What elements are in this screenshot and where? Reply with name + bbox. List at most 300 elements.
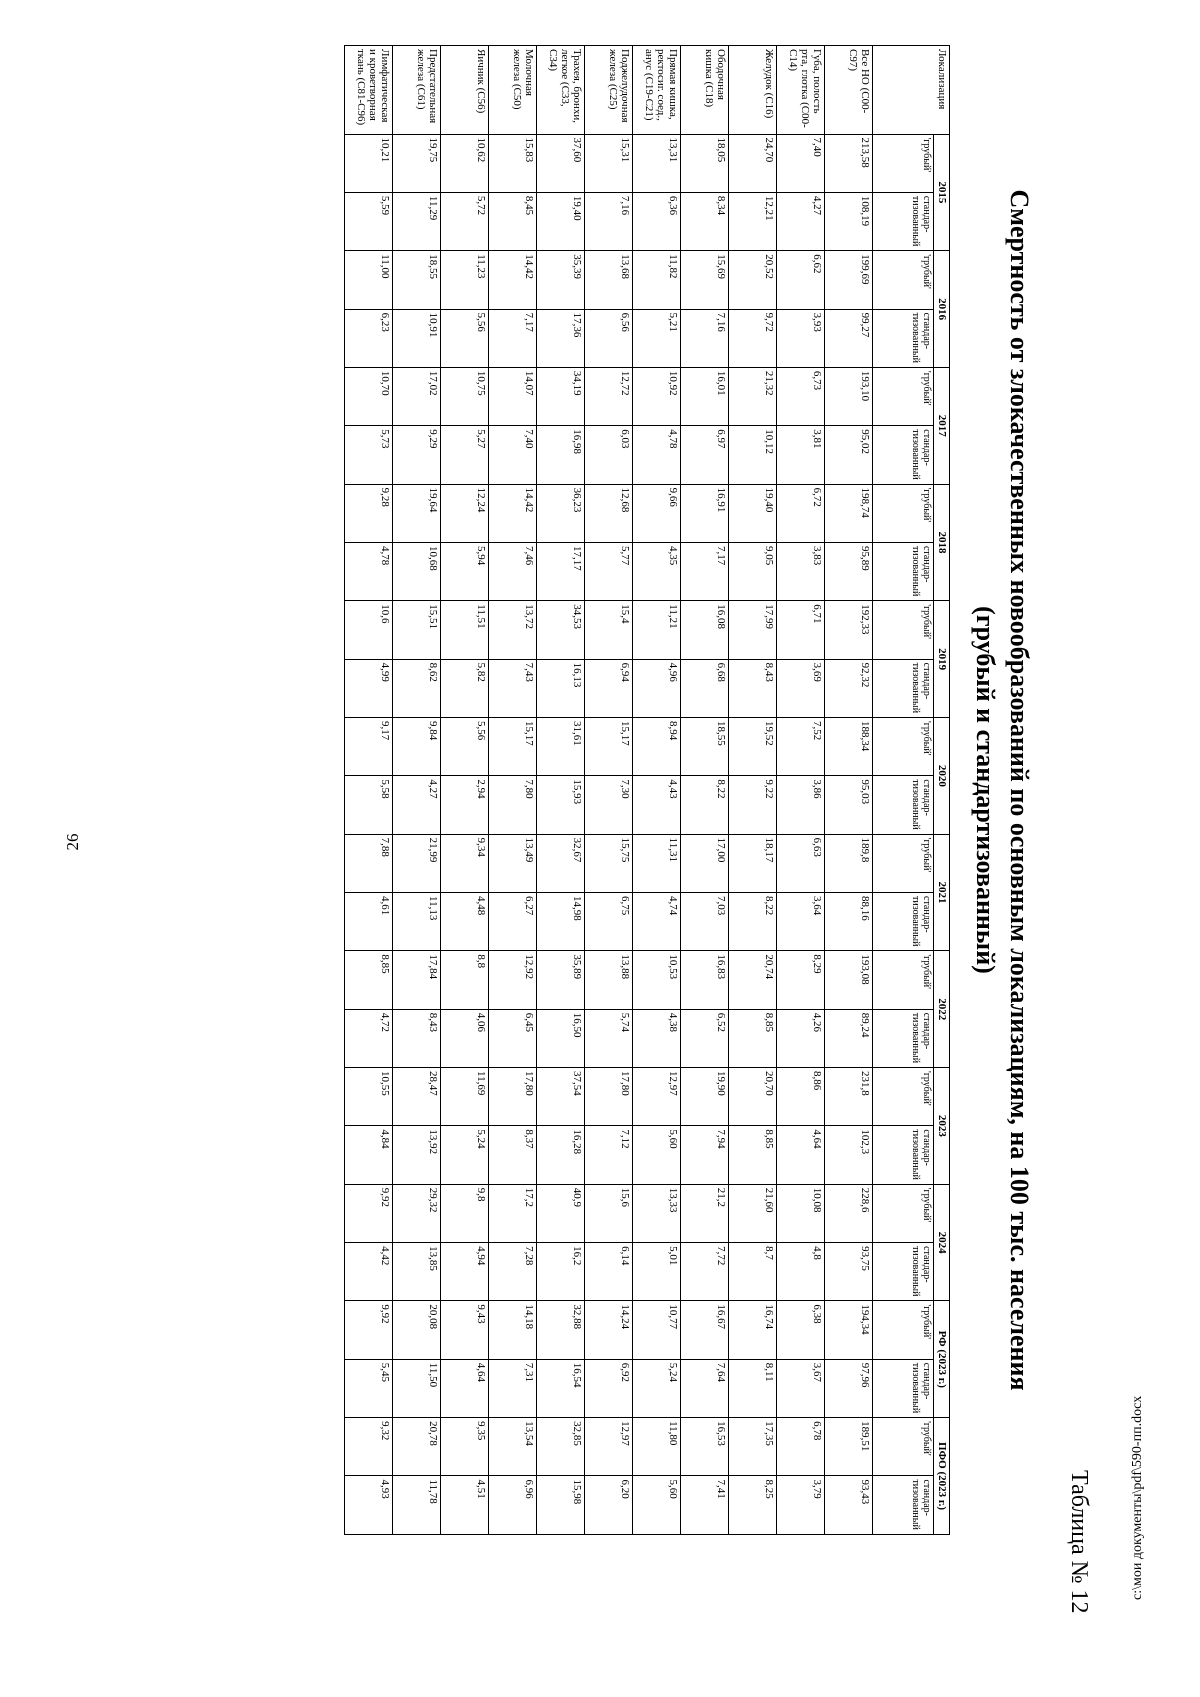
- gross-rate-cell: 8,85: [345, 951, 393, 1009]
- standardized-rate-cell: 93,75: [825, 1243, 873, 1301]
- gross-rate-cell: 13,31: [633, 134, 681, 192]
- standardized-rate-cell: 5,45: [345, 1359, 393, 1417]
- standardized-rate-cell: 6,94: [585, 659, 633, 717]
- gross-rate-cell: 10,92: [633, 367, 681, 425]
- gross-rate-cell: 16,67: [681, 1301, 729, 1359]
- gross-rate-header: 'грубый': [873, 1301, 934, 1359]
- gross-rate-cell: 18,05: [681, 134, 729, 192]
- gross-rate-cell: 6,72: [777, 484, 825, 542]
- gross-rate-cell: 11,51: [441, 601, 489, 659]
- standardized-rate-cell: 5,72: [441, 192, 489, 250]
- standardized-rate-header: стандар-тизованный: [873, 893, 934, 951]
- standardized-rate-header: стандар-тизованный: [873, 309, 934, 367]
- period-header: РФ (2023 г.): [934, 1301, 950, 1418]
- gross-rate-cell: 19,90: [681, 1068, 729, 1126]
- gross-rate-cell: 36,23: [537, 484, 585, 542]
- standardized-rate-cell: 16,98: [537, 426, 585, 484]
- gross-rate-cell: 17,2: [489, 1184, 537, 1242]
- standardized-rate-cell: 13,85: [393, 1243, 441, 1301]
- gross-rate-cell: 12,92: [489, 951, 537, 1009]
- standardized-rate-cell: 4,78: [345, 542, 393, 600]
- gross-rate-cell: 8,94: [633, 717, 681, 775]
- gross-rate-cell: 16,01: [681, 367, 729, 425]
- gross-rate-cell: 10,08: [777, 1184, 825, 1242]
- gross-rate-cell: 16,74: [729, 1301, 777, 1359]
- gross-rate-cell: 32,88: [537, 1301, 585, 1359]
- period-header: 2023: [934, 1068, 950, 1185]
- table-row: [441, 46, 489, 1535]
- gross-rate-cell: 17,80: [585, 1068, 633, 1126]
- standardized-rate-cell: 6,97: [681, 426, 729, 484]
- standardized-rate-cell: 8,25: [729, 1476, 777, 1535]
- standardized-rate-cell: 9,29: [393, 426, 441, 484]
- gross-rate-cell: 21,2: [681, 1184, 729, 1242]
- standardized-rate-cell: 16,2: [537, 1243, 585, 1301]
- gross-rate-cell: 18,17: [729, 834, 777, 892]
- gross-rate-cell: 34,53: [537, 601, 585, 659]
- table-row: [585, 46, 633, 1535]
- gross-rate-cell: 11,00: [345, 251, 393, 309]
- standardized-rate-cell: 89,24: [825, 1009, 873, 1067]
- standardized-rate-cell: 8,7: [729, 1243, 777, 1301]
- standardized-rate-cell: 7,80: [489, 776, 537, 834]
- gross-rate-cell: 12,72: [585, 367, 633, 425]
- gross-rate-cell: 11,31: [633, 834, 681, 892]
- standardized-rate-cell: 7,28: [489, 1243, 537, 1301]
- table-row: [729, 46, 777, 1535]
- gross-rate-cell: 15,75: [585, 834, 633, 892]
- standardized-rate-cell: 17,36: [537, 309, 585, 367]
- gross-rate-cell: 20,70: [729, 1068, 777, 1126]
- standardized-rate-cell: 6,68: [681, 659, 729, 717]
- gross-rate-cell: 10,77: [633, 1301, 681, 1359]
- page-number: 26: [63, 833, 82, 851]
- standardized-rate-cell: 11,13: [393, 893, 441, 951]
- standardized-rate-cell: 16,50: [537, 1009, 585, 1067]
- gross-rate-cell: 17,02: [393, 367, 441, 425]
- gross-rate-cell: 13,33: [633, 1184, 681, 1242]
- gross-rate-cell: 10,70: [345, 367, 393, 425]
- standardized-rate-cell: 8,85: [729, 1126, 777, 1184]
- standardized-rate-cell: 4,72: [345, 1009, 393, 1067]
- localization-cell: Поджелудочная железа (С25): [585, 46, 633, 135]
- table-row: [393, 46, 441, 1535]
- gross-rate-cell: 32,67: [537, 834, 585, 892]
- gross-rate-cell: 189,51: [825, 1418, 873, 1476]
- standardized-rate-cell: 3,83: [777, 542, 825, 600]
- gross-rate-cell: 21,32: [729, 367, 777, 425]
- gross-rate-header: 'грубый': [873, 1418, 934, 1476]
- gross-rate-header: 'грубый': [873, 1184, 934, 1242]
- header-row-periods: [934, 46, 950, 1535]
- gross-rate-cell: 8,8: [441, 951, 489, 1009]
- gross-rate-header: 'грубый': [873, 367, 934, 425]
- gross-rate-cell: 213,58: [825, 134, 873, 192]
- gross-rate-cell: 9,32: [345, 1418, 393, 1476]
- standardized-rate-cell: 6,92: [585, 1359, 633, 1417]
- standardized-rate-cell: 5,24: [633, 1359, 681, 1417]
- gross-rate-cell: 6,78: [777, 1418, 825, 1476]
- column-header-localization: Локализация: [873, 46, 950, 135]
- gross-rate-cell: 9,43: [441, 1301, 489, 1359]
- rotated-page-content: [90, 20, 1110, 1680]
- standardized-rate-header: стандар-тизованный: [873, 1359, 934, 1417]
- gross-rate-cell: 35,39: [537, 251, 585, 309]
- gross-rate-cell: 37,60: [537, 134, 585, 192]
- gross-rate-cell: 188,34: [825, 717, 873, 775]
- gross-rate-header: 'грубый': [873, 134, 934, 192]
- standardized-rate-cell: 5,58: [345, 776, 393, 834]
- gross-rate-cell: 15,17: [489, 717, 537, 775]
- standardized-rate-cell: 2,94: [441, 776, 489, 834]
- gross-rate-cell: 18,55: [681, 717, 729, 775]
- gross-rate-cell: 28,47: [393, 1068, 441, 1126]
- gross-rate-cell: 10,55: [345, 1068, 393, 1126]
- standardized-rate-cell: 5,94: [441, 542, 489, 600]
- standardized-rate-cell: 17,17: [537, 542, 585, 600]
- table-row: [345, 46, 393, 1535]
- standardized-rate-cell: 4,27: [777, 192, 825, 250]
- standardized-rate-cell: 8,22: [729, 893, 777, 951]
- standardized-rate-header: стандар-тизованный: [873, 659, 934, 717]
- standardized-rate-cell: 8,85: [729, 1009, 777, 1067]
- gross-rate-cell: 16,91: [681, 484, 729, 542]
- standardized-rate-cell: 7,17: [681, 542, 729, 600]
- standardized-rate-cell: 11,50: [393, 1359, 441, 1417]
- gross-rate-cell: 199,69: [825, 251, 873, 309]
- standardized-rate-cell: 12,21: [729, 192, 777, 250]
- gross-rate-cell: 14,24: [585, 1301, 633, 1359]
- localization-cell: Предстательная железа (С61): [393, 46, 441, 135]
- gross-rate-cell: 9,28: [345, 484, 393, 542]
- standardized-rate-cell: 9,05: [729, 542, 777, 600]
- gross-rate-cell: 12,97: [585, 1418, 633, 1476]
- table-row: [825, 46, 873, 1535]
- gross-rate-cell: 231,8: [825, 1068, 873, 1126]
- gross-rate-cell: 15,51: [393, 601, 441, 659]
- standardized-rate-cell: 5,77: [585, 542, 633, 600]
- gross-rate-cell: 5,56: [441, 717, 489, 775]
- gross-rate-cell: 19,52: [729, 717, 777, 775]
- localization-cell: Губа, полость рта, глотка (С00-С14): [777, 46, 825, 135]
- standardized-rate-cell: 4,27: [393, 776, 441, 834]
- table-row: [777, 46, 825, 1535]
- gross-rate-cell: 9,92: [345, 1184, 393, 1242]
- standardized-rate-cell: 97,96: [825, 1359, 873, 1417]
- page-title: [968, 20, 1036, 1560]
- standardized-rate-cell: 6,52: [681, 1009, 729, 1067]
- standardized-rate-cell: 3,81: [777, 426, 825, 484]
- standardized-rate-cell: 4,8: [777, 1243, 825, 1301]
- localization-cell: Лимфатическая и кроветворная ткань (С81-С96): [345, 46, 393, 135]
- standardized-rate-header: стандар-тизованный: [873, 1476, 934, 1535]
- standardized-rate-cell: 95,89: [825, 542, 873, 600]
- gross-rate-cell: 9,17: [345, 717, 393, 775]
- gross-rate-cell: 9,92: [345, 1301, 393, 1359]
- gross-rate-cell: 10,75: [441, 367, 489, 425]
- gross-rate-cell: 11,69: [441, 1068, 489, 1126]
- standardized-rate-cell: 5,74: [585, 1009, 633, 1067]
- gross-rate-cell: 20,08: [393, 1301, 441, 1359]
- gross-rate-cell: 19,40: [729, 484, 777, 542]
- gross-rate-cell: 24,70: [729, 134, 777, 192]
- gross-rate-header: 'грубый': [873, 251, 934, 309]
- standardized-rate-cell: 6,03: [585, 426, 633, 484]
- standardized-rate-cell: 3,67: [777, 1359, 825, 1417]
- standardized-rate-cell: 10,12: [729, 426, 777, 484]
- standardized-rate-header: стандар-тизованный: [873, 1009, 934, 1067]
- standardized-rate-cell: 4,26: [777, 1009, 825, 1067]
- standardized-rate-cell: 4,99: [345, 659, 393, 717]
- period-header: 2017: [934, 367, 950, 484]
- standardized-rate-cell: 5,73: [345, 426, 393, 484]
- gross-rate-cell: 10,62: [441, 134, 489, 192]
- gross-rate-cell: 8,29: [777, 951, 825, 1009]
- localization-cell: Молочная железа (С50): [489, 46, 537, 135]
- gross-rate-cell: 15,17: [585, 717, 633, 775]
- table-row: [633, 46, 681, 1535]
- standardized-rate-cell: 102,3: [825, 1126, 873, 1184]
- standardized-rate-cell: 4,06: [441, 1009, 489, 1067]
- standardized-rate-cell: 95,03: [825, 776, 873, 834]
- standardized-rate-cell: 4,61: [345, 893, 393, 951]
- gross-rate-cell: 40,9: [537, 1184, 585, 1242]
- gross-rate-cell: 9,35: [441, 1418, 489, 1476]
- standardized-rate-cell: 4,48: [441, 893, 489, 951]
- period-header: 2021: [934, 834, 950, 951]
- gross-rate-cell: 11,82: [633, 251, 681, 309]
- gross-rate-cell: 6,63: [777, 834, 825, 892]
- gross-rate-cell: 18,55: [393, 251, 441, 309]
- gross-rate-header: 'грубый': [873, 601, 934, 659]
- standardized-rate-cell: 99,27: [825, 309, 873, 367]
- gross-rate-cell: 19,75: [393, 134, 441, 192]
- gross-rate-cell: 7,88: [345, 834, 393, 892]
- standardized-rate-cell: 4,94: [441, 1243, 489, 1301]
- standardized-rate-cell: 7,12: [585, 1126, 633, 1184]
- standardized-rate-cell: 7,30: [585, 776, 633, 834]
- standardized-rate-cell: 10,68: [393, 542, 441, 600]
- standardized-rate-cell: 5,59: [345, 192, 393, 250]
- gross-rate-cell: 29,32: [393, 1184, 441, 1242]
- standardized-rate-cell: 8,22: [681, 776, 729, 834]
- gross-rate-cell: 6,73: [777, 367, 825, 425]
- standardized-rate-cell: 16,54: [537, 1359, 585, 1417]
- standardized-rate-cell: 5,24: [441, 1126, 489, 1184]
- standardized-rate-cell: 5,60: [633, 1476, 681, 1535]
- localization-cell: Все НО (С00-С97): [825, 46, 873, 135]
- standardized-rate-cell: 9,22: [729, 776, 777, 834]
- gross-rate-cell: 17,84: [393, 951, 441, 1009]
- standardized-rate-cell: 7,64: [681, 1359, 729, 1417]
- gross-rate-cell: 194,34: [825, 1301, 873, 1359]
- localization-cell: Желудок (С16): [729, 46, 777, 135]
- table-row: [681, 46, 729, 1535]
- gross-rate-cell: 13,54: [489, 1418, 537, 1476]
- standardized-rate-header: стандар-тизованный: [873, 1243, 934, 1301]
- gross-rate-cell: 6,62: [777, 251, 825, 309]
- standardized-rate-cell: 6,23: [345, 309, 393, 367]
- gross-rate-cell: 16,83: [681, 951, 729, 1009]
- standardized-rate-cell: 4,51: [441, 1476, 489, 1535]
- standardized-rate-cell: 7,40: [489, 426, 537, 484]
- localization-cell: Прямая кишка, ректосиг. соед., анус (С19-С21): [633, 46, 681, 135]
- standardized-rate-cell: 95,02: [825, 426, 873, 484]
- gross-rate-cell: 15,69: [681, 251, 729, 309]
- standardized-rate-cell: 6,14: [585, 1243, 633, 1301]
- standardized-rate-cell: 6,56: [585, 309, 633, 367]
- gross-rate-cell: 15,6: [585, 1184, 633, 1242]
- standardized-rate-cell: 5,21: [633, 309, 681, 367]
- localization-cell: Ободочная кишка (С18): [681, 46, 729, 135]
- gross-rate-cell: 20,74: [729, 951, 777, 1009]
- standardized-rate-header: стандар-тизованный: [873, 426, 934, 484]
- standardized-rate-cell: 3,93: [777, 309, 825, 367]
- period-header: 2015: [934, 134, 950, 251]
- standardized-rate-cell: 15,93: [537, 776, 585, 834]
- gross-rate-cell: 10,21: [345, 134, 393, 192]
- standardized-rate-cell: 88,16: [825, 893, 873, 951]
- localization-cell: Яичник (С56): [441, 46, 489, 135]
- standardized-rate-cell: 7,03: [681, 893, 729, 951]
- gross-rate-cell: 189,8: [825, 834, 873, 892]
- gross-rate-cell: 19,64: [393, 484, 441, 542]
- gross-rate-cell: 198,74: [825, 484, 873, 542]
- header-row-rate-types: [873, 46, 934, 1535]
- gross-rate-cell: 14,42: [489, 484, 537, 542]
- standardized-rate-cell: 8,45: [489, 192, 537, 250]
- gross-rate-cell: 13,68: [585, 251, 633, 309]
- standardized-rate-cell: 19,40: [537, 192, 585, 250]
- mortality-table: [344, 45, 950, 1535]
- standardized-rate-cell: 5,56: [441, 309, 489, 367]
- gross-rate-cell: 17,35: [729, 1418, 777, 1476]
- gross-rate-cell: 192,33: [825, 601, 873, 659]
- gross-rate-cell: 20,78: [393, 1418, 441, 1476]
- standardized-rate-cell: 10,91: [393, 309, 441, 367]
- gross-rate-cell: 11,23: [441, 251, 489, 309]
- gross-rate-header: 'грубый': [873, 717, 934, 775]
- gross-rate-cell: 15,4: [585, 601, 633, 659]
- standardized-rate-header: стандар-тизованный: [873, 192, 934, 250]
- gross-rate-cell: 14,18: [489, 1301, 537, 1359]
- standardized-rate-cell: 7,31: [489, 1359, 537, 1417]
- gross-rate-cell: 12,97: [633, 1068, 681, 1126]
- gross-rate-cell: 193,10: [825, 367, 873, 425]
- standardized-rate-cell: 93,43: [825, 1476, 873, 1535]
- gross-rate-cell: 12,24: [441, 484, 489, 542]
- standardized-rate-cell: 14,98: [537, 893, 585, 951]
- gross-rate-cell: 17,80: [489, 1068, 537, 1126]
- standardized-rate-cell: 5,27: [441, 426, 489, 484]
- gross-rate-cell: 11,21: [633, 601, 681, 659]
- gross-rate-cell: 228,6: [825, 1184, 873, 1242]
- standardized-rate-cell: 5,01: [633, 1243, 681, 1301]
- standardized-rate-cell: 8,43: [393, 1009, 441, 1067]
- standardized-rate-cell: 4,96: [633, 659, 681, 717]
- gross-rate-cell: 7,40: [777, 134, 825, 192]
- standardized-rate-cell: 3,79: [777, 1476, 825, 1535]
- standardized-rate-cell: 7,43: [489, 659, 537, 717]
- period-header: 2018: [934, 484, 950, 601]
- standardized-rate-cell: 4,42: [345, 1243, 393, 1301]
- table-row: [489, 46, 537, 1535]
- gross-rate-cell: 34,19: [537, 367, 585, 425]
- title-line-2: (грубый и стандартизованный): [971, 606, 1000, 974]
- table-label: Таблица № 12: [1066, 1470, 1092, 1614]
- gross-rate-cell: 31,61: [537, 717, 585, 775]
- standardized-rate-cell: 9,72: [729, 309, 777, 367]
- standardized-rate-cell: 16,28: [537, 1126, 585, 1184]
- standardized-rate-cell: 3,69: [777, 659, 825, 717]
- standardized-rate-cell: 7,16: [585, 192, 633, 250]
- period-header: 2024: [934, 1184, 950, 1301]
- standardized-rate-cell: 7,41: [681, 1476, 729, 1535]
- standardized-rate-cell: 3,86: [777, 776, 825, 834]
- standardized-rate-cell: 7,46: [489, 542, 537, 600]
- gross-rate-cell: 9,34: [441, 834, 489, 892]
- gross-rate-cell: 6,71: [777, 601, 825, 659]
- standardized-rate-cell: 6,45: [489, 1009, 537, 1067]
- period-header: 2022: [934, 951, 950, 1068]
- standardized-rate-cell: 8,62: [393, 659, 441, 717]
- period-header: ПФО (2023 г.): [934, 1418, 950, 1535]
- standardized-rate-cell: 6,27: [489, 893, 537, 951]
- standardized-rate-cell: 8,11: [729, 1359, 777, 1417]
- standardized-rate-cell: 8,43: [729, 659, 777, 717]
- standardized-rate-cell: 6,75: [585, 893, 633, 951]
- table-row: [537, 46, 585, 1535]
- standardized-rate-cell: 3,64: [777, 893, 825, 951]
- gross-rate-cell: 17,00: [681, 834, 729, 892]
- gross-rate-cell: 20,52: [729, 251, 777, 309]
- standardized-rate-cell: 7,17: [489, 309, 537, 367]
- gross-rate-cell: 13,72: [489, 601, 537, 659]
- standardized-rate-cell: 4,84: [345, 1126, 393, 1184]
- gross-rate-cell: 15,83: [489, 134, 537, 192]
- gross-rate-cell: 9,8: [441, 1184, 489, 1242]
- gross-rate-cell: 193,08: [825, 951, 873, 1009]
- gross-rate-cell: 15,31: [585, 134, 633, 192]
- gross-rate-cell: 11,80: [633, 1418, 681, 1476]
- gross-rate-cell: 17,99: [729, 601, 777, 659]
- gross-rate-header: 'грубый': [873, 834, 934, 892]
- gross-rate-cell: 35,89: [537, 951, 585, 1009]
- gross-rate-header: 'грубый': [873, 484, 934, 542]
- period-header: 2020: [934, 717, 950, 834]
- gross-rate-cell: 14,07: [489, 367, 537, 425]
- standardized-rate-cell: 4,78: [633, 426, 681, 484]
- standardized-rate-cell: 8,34: [681, 192, 729, 250]
- gross-rate-cell: 16,53: [681, 1418, 729, 1476]
- standardized-rate-cell: 6,36: [633, 192, 681, 250]
- standardized-rate-cell: 4,64: [777, 1126, 825, 1184]
- standardized-rate-cell: 13,92: [393, 1126, 441, 1184]
- gross-rate-cell: 13,88: [585, 951, 633, 1009]
- gross-rate-cell: 6,38: [777, 1301, 825, 1359]
- period-header: 2019: [934, 601, 950, 718]
- standardized-rate-cell: 108,19: [825, 192, 873, 250]
- gross-rate-cell: 32,85: [537, 1418, 585, 1476]
- gross-rate-cell: 8,86: [777, 1068, 825, 1126]
- standardized-rate-cell: 11,78: [393, 1476, 441, 1535]
- standardized-rate-cell: 11,29: [393, 192, 441, 250]
- standardized-rate-header: стандар-тизованный: [873, 776, 934, 834]
- standardized-rate-cell: 15,98: [537, 1476, 585, 1535]
- standardized-rate-cell: 7,94: [681, 1126, 729, 1184]
- gross-rate-cell: 9,84: [393, 717, 441, 775]
- standardized-rate-cell: 4,74: [633, 893, 681, 951]
